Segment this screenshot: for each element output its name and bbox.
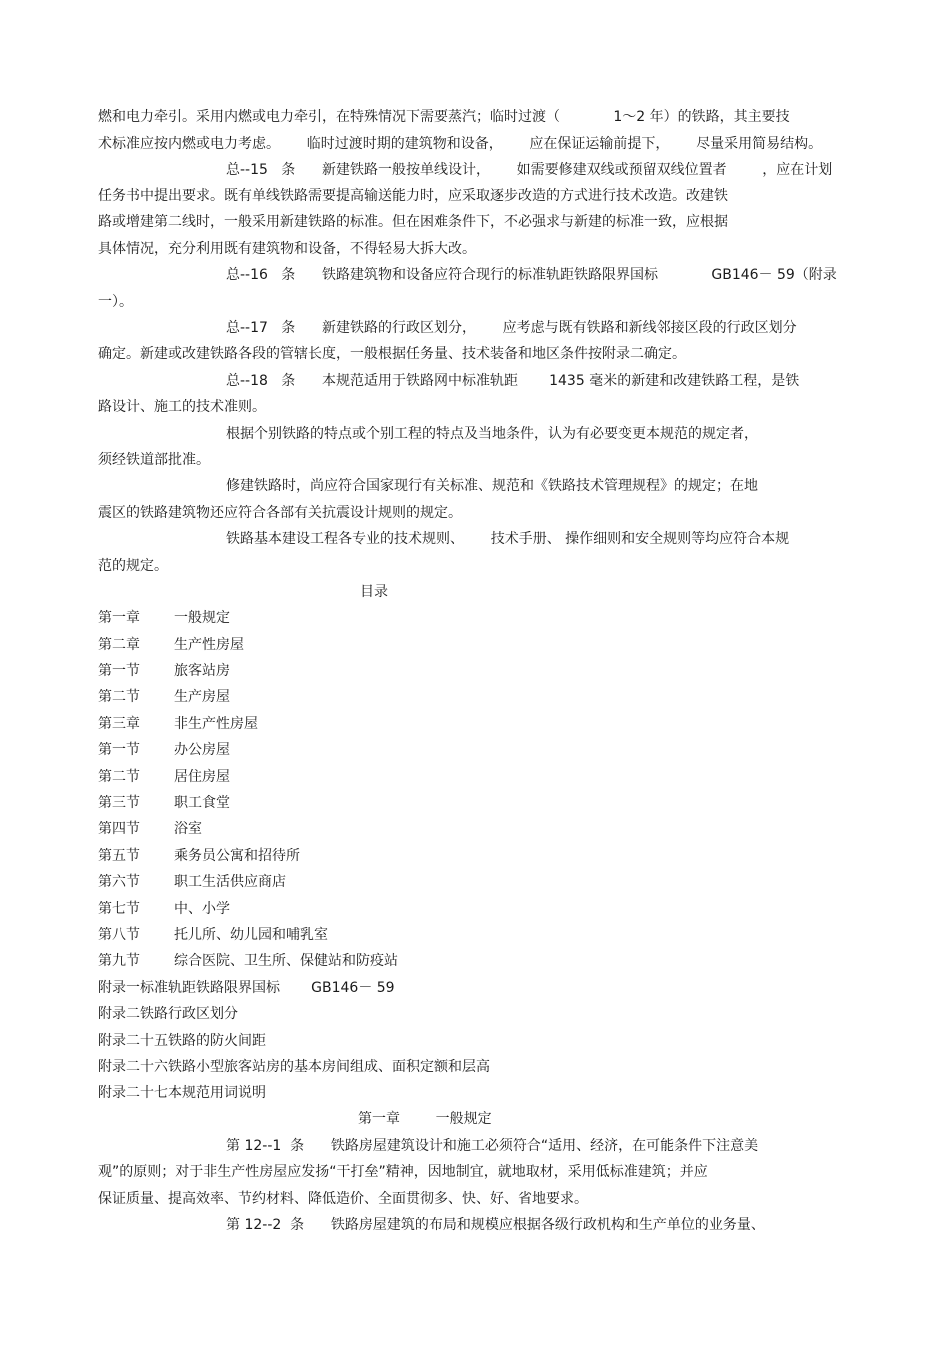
toc-title: 目录 <box>360 584 388 600</box>
toc-entry-title: 非生产性房屋 <box>174 716 258 732</box>
toc-entry-title: 乘务员公寓和招待所 <box>174 848 300 864</box>
toc-entry-title: 中、小学 <box>174 901 230 917</box>
article-total-18: 总--18 条 本规范适用于铁路网中标准轨距 1435 毫米的新建和改建铁路工程，是铁 <box>226 373 800 389</box>
toc-entry-label: 第六节 <box>98 874 140 890</box>
toc-entry-title: 旅客站房 <box>174 663 230 679</box>
toc-appendix: 附录一标准轨距铁路限界国标 GB146－ 59 <box>98 980 395 996</box>
body-line: 须经铁道部批准。 <box>98 452 210 468</box>
body-line: 一）。 <box>98 294 133 310</box>
body-line: 术标准应按内燃或电力考虑。 临时过渡时期的建筑物和设备， 应在保证运输前提下， 尽量采用简易结构。 <box>98 136 823 152</box>
body-line: 根据个别铁路的特点或个别工程的特点及当地条件，认为有必要变更本规范的规定者， <box>226 426 758 442</box>
toc-entry-label: 第二节 <box>98 689 140 705</box>
toc-entry-title: 生产房屋 <box>174 689 230 705</box>
article-12-2: 第 12--2 条 铁路房屋建筑的布局和规模应根据各级行政机构和生产单位的业务量、 <box>226 1217 765 1233</box>
body-line: 路设计、施工的技术准则。 <box>98 399 266 415</box>
body-line: 燃和电力牵引。采用内燃或电力牵引，在特殊情况下需要蒸汽；临时过渡（ 1～2 年）的铁路，其主要技 <box>98 109 790 125</box>
body-line: 震区的铁路建筑物还应符合各部有关抗震设计规则的规定。 <box>98 505 462 521</box>
toc-appendix: 附录二十五铁路的防火间距 <box>98 1033 266 1049</box>
toc-appendix: 附录二十六铁路小型旅客站房的基本房间组成、面积定额和层高 <box>98 1059 490 1075</box>
article-total-17: 总--17 条 新建铁路的行政区划分， 应考虑与既有铁路和新线邻接区段的行政区划分 <box>226 320 797 336</box>
body-line: 修建铁路时，尚应符合国家现行有关标准、规范和《铁路技术管理规程》的规定；在地 <box>226 478 758 494</box>
toc-entry-label: 第二章 <box>98 637 140 653</box>
toc-entry-label: 第九节 <box>98 953 140 969</box>
toc-entry-label: 第一章 <box>98 610 140 626</box>
body-line: 路或增建第二线时，一般采用新建铁路的标准。但在困难条件下，不必强求与新建的标准一致，应根据 <box>98 214 728 230</box>
toc-entry-label: 第二节 <box>98 769 140 785</box>
toc-entry-label: 第五节 <box>98 848 140 864</box>
body-line: 观”的原则；对于非生产性房屋应发扬“干打垒”精神，因地制宜，就地取材，采用低标准建筑；并应 <box>98 1164 708 1180</box>
toc-entry-title: 居住房屋 <box>174 769 230 785</box>
chapter-heading: 第一章 一般规定 <box>358 1111 492 1127</box>
toc-appendix: 附录二十七本规范用词说明 <box>98 1085 266 1101</box>
toc-entry-label: 第三节 <box>98 795 140 811</box>
article-12-1: 第 12--1 条 铁路房屋建筑设计和施工必须符合“适用、经济，在可能条件下注意美 <box>226 1138 759 1154</box>
body-line: 保证质量、提高效率、节约材料、降低造价、全面贯彻多、快、好、省地要求。 <box>98 1191 588 1207</box>
body-line: 任务书中提出要求。既有单线铁路需要提高输送能力时，应采取逐步改造的方式进行技术改造。改建铁 <box>98 188 728 204</box>
body-line: 确定。新建或改建铁路各段的管辖长度，一般根据任务量、技术装备和地区条件按附录二确定。 <box>98 346 686 362</box>
body-line: 具体情况，充分利用既有建筑物和设备，不得轻易大拆大改。 <box>98 241 476 257</box>
toc-entry-title: 综合医院、卫生所、保健站和防疫站 <box>174 953 398 969</box>
toc-entry-title: 职工生活供应商店 <box>174 874 286 890</box>
toc-entry-label: 第八节 <box>98 927 140 943</box>
body-line: 范的规定。 <box>98 558 168 574</box>
toc-entry-title: 生产性房屋 <box>174 637 244 653</box>
toc-appendix: 附录二铁路行政区划分 <box>98 1006 238 1022</box>
toc-entry-label: 第一节 <box>98 663 140 679</box>
toc-entry-title: 职工食堂 <box>174 795 230 811</box>
article-total-16: 总--16 条 铁路建筑物和设备应符合现行的标准轨距铁路限界国标 GB146－ 59（附录 <box>226 267 837 283</box>
toc-entry-label: 第四节 <box>98 821 140 837</box>
toc-entry-title: 浴室 <box>174 821 202 837</box>
toc-entry-label: 第三章 <box>98 716 140 732</box>
toc-entry-title: 办公房屋 <box>174 742 230 758</box>
toc-entry-label: 第一节 <box>98 742 140 758</box>
article-total-15: 总--15 条 新建铁路一般按单线设计， 如需要修建双线或预留双线位置者 ，应在计划 <box>226 162 833 178</box>
body-line: 铁路基本建设工程各专业的技术规则、 技术手册、 操作细则和安全规则等均应符合本规 <box>226 531 790 547</box>
toc-entry-label: 第七节 <box>98 901 140 917</box>
toc-entry-title: 一般规定 <box>174 610 230 626</box>
toc-entry-title: 托儿所、幼儿园和哺乳室 <box>174 927 328 943</box>
